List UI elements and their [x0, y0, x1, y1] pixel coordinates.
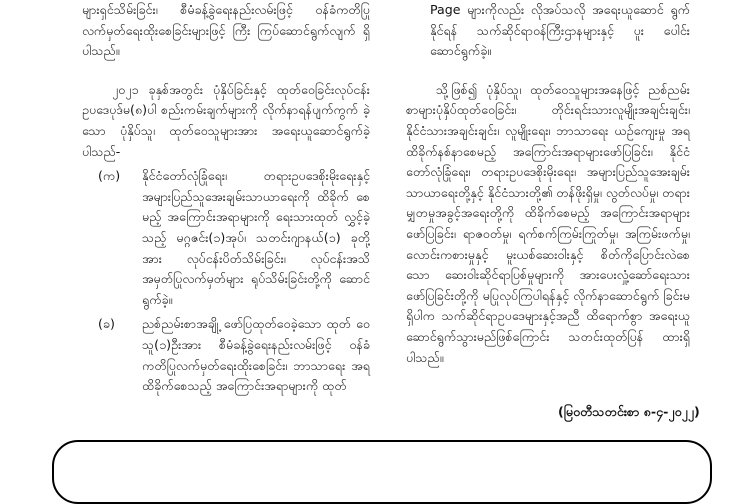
right-column	[406, 0, 690, 368]
right-top-paragraph: Page များကိုလည်း လိုအပ်သလို အရေးယူဆောင် ရွက်နိုင်ရန် သက်ဆိုင်ရာဝန်ကြီးဌာနများနှင့် ပူး ပေါင်းဆောင်ရွက်ခဲ့။	[430, 2, 690, 59]
main-paragraph: သို့ဖြစ်၍ ပုံနှိပ်သူ၊ ထုတ်ဝေသူများအနေဖြင့် ညစ်ညမ်း စာများပုံနှိပ်ထုတ်ဝေခြင်း၊ တိုင်းရင်းသားလူမျိုးအချင်းချင်း၊ နိုင်ငံသားအချင်းချင်း၊ လူမျိုးရေး၊ ဘာသာရေး ယဉ်ကျေးမှု အရ ထိခိုက်နစ်နာစေမည့် အကြောင်းအရာများဖော်ပြခြင်း၊ နိုင်ငံ တော်လုံခြုံရေး၊ တရားဥပဒေစိုးမိုးရေး၊ အများပြည်သူအေးချမ်း သာယာရေးတို့နှင့် နိုင်ငံသားတို့၏ တန်ဖိုးရှိမှု၊ လွတ်လပ်မှု၊ တရား မျှတမှုအခွင့်အရေးတို့ကို ထိခိုက်စေမည့် အကြောင်းအရာများ ဖော်ပြခြင်း၊ ရာဇဝတ်မှု၊ ရက်စက်ကြမ်းကြုတ်မှု၊ အကြမ်းဖက်မှု၊ လောင်းကစားမှုနှင့် မူးယစ်ဆေးဝါးနှင့် စိတ်ကိုပြောင်းလဲစေ သော ဆေးဝါးဆိုင်ရာပြစ်မှုများကို အားပေးလှုံ့ဆော်ရေးသား ဖော်ပြခြင်းတို့ကို မပြုလုပ်ကြပါရန်နှင့် လိုက်နာဆောင်ရွက် ခြင်းမရှိပါက သက်ဆိုင်ရာဥပဒေများနှင့်အညီ ထိရောက်စွာ အရေးယူဆောင်ရွက်သွားမည်ဖြစ်ကြောင်း သတင်းထုတ်ပြန် ထားရှိပါသည်။	[406, 81, 690, 365]
intro-paragraph: ၂၀၂၁ ခုနှစ်အတွင်း ပုံနှိပ်ခြင်းနှင့် ထုတ်ဝေခြင်းလုပ်ငန်း ဥပဒေပုဒ်မ(၈)ပါ စည်းကမ်းချက်များကို လိုက်နာရန်ပျက်ကွက် ခဲ့သော ပုံနှိပ်သူ၊ ထုတ်ဝေသူများအား အရေးယူဆောင်ရွက်ခဲ့ ပါသည်-	[82, 81, 370, 159]
list-item-text: ညစ်ညမ်းစာအချို့ ဖော်ပြထုတ်ဝေခဲ့သော ထုတ် ဝေသူ(၁)ဦးအား စီမံခန့်ခွဲရေးနည်းလမ်းဖြင့် ဝန်ခံ ကတိပြုလက်မှတ်ရေးထိုးစေခြင်း၊ ဘာသာရေး အရ ထိခိုက်စေသည့် အကြောင်းအရာများကို ထုတ်	[142, 316, 370, 394]
left-column	[82, 0, 370, 397]
left-top-paragraph: များရှင်သိမ်းခြင်း၊ စီမံခန့်ခွဲရေးနည်းလမ်းဖြင့် ဝန်ခံကတိပြု လက်မှတ်ရေးထိုးစေခြင်းများဖြင့် ကြီး ကြပ်ဆောင်ရွက်လျက် ရှိပါသည်။	[82, 2, 370, 59]
source-citation: (မြဝတီသတင်းစာ ၈-၄-၂၀၂၂)	[558, 404, 700, 419]
list-item-number: (က)	[98, 168, 121, 184]
list-item	[82, 314, 370, 396]
bottom-rounded-frame	[52, 440, 712, 504]
list-item-text: နိုင်ငံတော်လုံခြုံရေး၊ တရားဥပဒေစိုးမိုးရေးနှင့် အများပြည်သူအေးချမ်းသာယာရေးကို ထိခိုက် စေမည့် အကြောင်းအရာများကို ရေးသားထုတ် လွှင့်ခဲ့သည့် မဂ္ဂဇင်း(၁)အုပ်၊ သတင်းဂျာနယ်(၁) ခုတို့အား လုပ်ငန်းပိတ်သိမ်းခြင်း၊ လုပ်ငန်းအသိ အမှတ်ပြုလက်မှတ်များ ရုပ်သိမ်းခြင်းတို့ကို ဆောင် ရွက်ခဲ့။	[142, 168, 370, 307]
list-item-number: (ခ)	[98, 316, 115, 332]
list-item	[82, 166, 370, 310]
